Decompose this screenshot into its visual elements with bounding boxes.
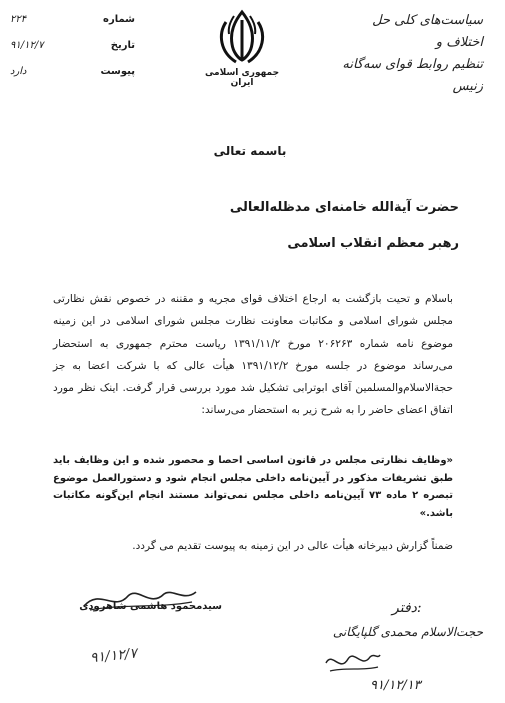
meta-value: دارد: [10, 66, 27, 77]
letter-number: [10, 14, 135, 25]
invocation-heading: باسمه تعالی: [213, 144, 287, 158]
iran-emblem-icon: [214, 8, 270, 66]
office-note: حجت‌الاسلام محمدی گلپایگانی: [332, 625, 483, 639]
office-signature-scribble-icon: [322, 645, 382, 681]
meta-label: پیوست: [100, 66, 135, 77]
body-paragraph: باسلام و تحیت بازگشت به ارجاع اختلاف قوای مجریه و مقننه در خصوص نقش نظارتی مجلس شورای اسلامی و مکاتبات معاونت نظارت مجلس شورای اسلامی در این زمینه موضوع نامه شماره ۲۰۶۲۶۳ مورخ ۱۳۹۱/۱۱/۲ ریاست محترم جمهوری به استحضار می‌رساند موضوع در جلسه مورخ ۱۳۹۱/۱۲/۲ هیأت عالی که با شرکت اعضا به جز حجةالاسلام‌والمسلمین آقای ابوترابی تشکیل شد مورد بررسی قرار گرفت. اینک نظر مورد اتفاق اعضای حاضر را به شرح زیر به استحضار می‌رساند:: [53, 293, 454, 417]
meta-value: ۲۲۴: [10, 14, 27, 25]
signature-date: ۹۱/۱۲/۷: [89, 645, 138, 667]
signatory-name: سیدمحمود هاشمی شاهرودی: [79, 601, 222, 612]
meta-label: تاریخ: [110, 40, 135, 51]
decision-quote: «وظایف نظارتی مجلس در قانون اساسی احصا و محصور شده و این وظایف باید طبق تشریفات مذکور در آیین‌نامه داخلی مجلس انجام شود و دستورالعمل موضوع تبصره ۲ ماده ۷۳ آیین‌نامه داخلی مجلس نمی‌تواند مستند انجام این‌گونه مکاتبات باشد.»: [53, 455, 454, 519]
closing-line: ضمناً گزارش دبیرخانه هیأت عالی در این زمینه به پیوست تقدیم می گردد.: [132, 540, 453, 552]
office-date: ۹۱/۱۲/۱۳: [370, 678, 421, 693]
meta-label: شماره: [103, 14, 135, 25]
handwritten-title-line: تنظیم روابط قوای سه‌گانه: [342, 57, 483, 72]
addressee-title: رهبر معظم انقلاب اسلامی: [287, 236, 459, 251]
handwritten-title: [333, 10, 483, 98]
meta-value: ۹۱/۱۲/۷: [10, 40, 44, 51]
addressee-name: حضرت آیةالله خامنه‌ای مدظله‌العالی: [229, 200, 459, 215]
handwritten-title-line: سیاست‌های کلی حل اختلاف و: [372, 13, 483, 50]
handwritten-title-line: زنیس: [452, 79, 483, 94]
office-label: دفتر:: [392, 600, 422, 616]
letter-attachment: [10, 66, 135, 77]
letter-date: [10, 40, 135, 51]
emblem-caption: جمهوری اسلامی ایران: [204, 68, 280, 88]
